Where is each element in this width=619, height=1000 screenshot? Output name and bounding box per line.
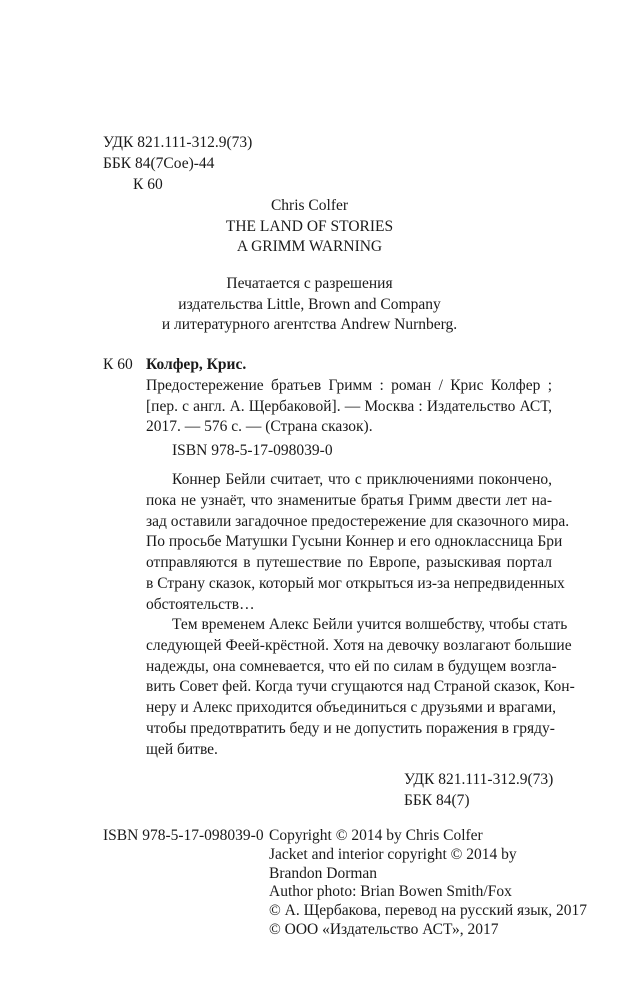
annotation-line: Коннер Бейли считает, что с приключениями покончено, [172,471,552,488]
catalog-entry [146,355,552,438]
annotation-line: следующей Феей-крёстной. Хотя на девочку возлагают большие [146,636,572,654]
annotation-line: зад оставили загадочное предостережение для сказочного мира. [146,512,570,530]
annotation-line: По просьбе Матушки Гусыни Коннер и его одноклассница Бри [146,533,563,551]
original-title: A GRIMM WARNING [236,238,383,255]
catalog-heading: Колфер, Крис. [146,356,247,373]
bottom-isbn: ISBN 978-5-17-098039-0 [103,827,264,844]
permission-line: издательства Little, Brown and Company [178,295,441,313]
copyright-line: Copyright © 2014 by Chris Colfer [269,827,483,844]
copyright-line: Brandon Dorman [269,864,378,882]
permission-line: Печатается с разрешения [226,275,393,292]
annotation-line: щей битве. [146,740,218,758]
footer-udk-code: УДК 821.111-312.9(73) [404,771,554,788]
catalog-isbn: ISBN 978-5-17-098039-0 [172,442,333,459]
permission-notice [0,274,619,336]
catalog-mark: К 60 [103,356,133,373]
permission-line: и литературного агентства Andrew Nurnberg. [161,316,458,333]
udk-code: УДК 821.111-312.9(73) [103,134,253,151]
copyright-line: © А. Щербакова, перевод на русский язык, 2017 [269,902,587,920]
catalog-line: Предостережение братьев Гримм : роман / Крис Колфер ; [146,376,552,394]
footer-bbk-code: ББК 84(7) [404,792,470,809]
copyright-line: Jacket and interior copyright © 2014 by [269,845,517,863]
catalog-line: [пер. с англ. А. Щербаковой]. — Москва : Издательство АСТ, [146,397,552,415]
annotation-paragraph-2 [146,615,575,761]
annotation-line: неру и Алекс приходится объединиться с друзьями и врагами, [146,699,557,717]
original-series: THE LAND OF STORIES [225,217,394,235]
original-title-block [0,196,619,258]
annotation-line: отправляются в путешествие по Европе, разыскивая портал [146,554,552,572]
annotation-paragraph-1 [146,470,570,616]
author-mark: К 60 [133,176,163,193]
annotation-line: вить Совет фей. Когда тучи сгущаются над Страной сказок, Кон- [146,678,575,696]
copyright-line: © ООО «Издательство АСТ», 2017 [269,920,499,938]
annotation-line: Тем временем Алекс Бейли учится волшебству, чтобы стать [172,616,568,633]
copyright-block [269,826,587,939]
copyright-line: Author photo: Brian Bowen Smith/Fox [269,883,512,901]
annotation-line: надежды, она сомневается, что ей по силам в будущем возгла- [146,657,557,675]
original-author: Chris Colfer [270,197,349,214]
bbk-code: ББК 84(7Сое)-44 [103,155,215,172]
annotation-line: пока не узнаёт, что знаменитые братья Гримм двести лет на- [146,491,552,509]
catalog-line: 2017. — 576 с. — (Страна сказок). [146,418,373,436]
annotation-line: обстоятельств… [146,595,255,613]
annotation-line: в Страну сказок, который мог открыться из-за непредвиденных [146,574,565,592]
annotation-line: чтобы предотвратить беду и не допустить поражения в гряду- [146,719,555,737]
